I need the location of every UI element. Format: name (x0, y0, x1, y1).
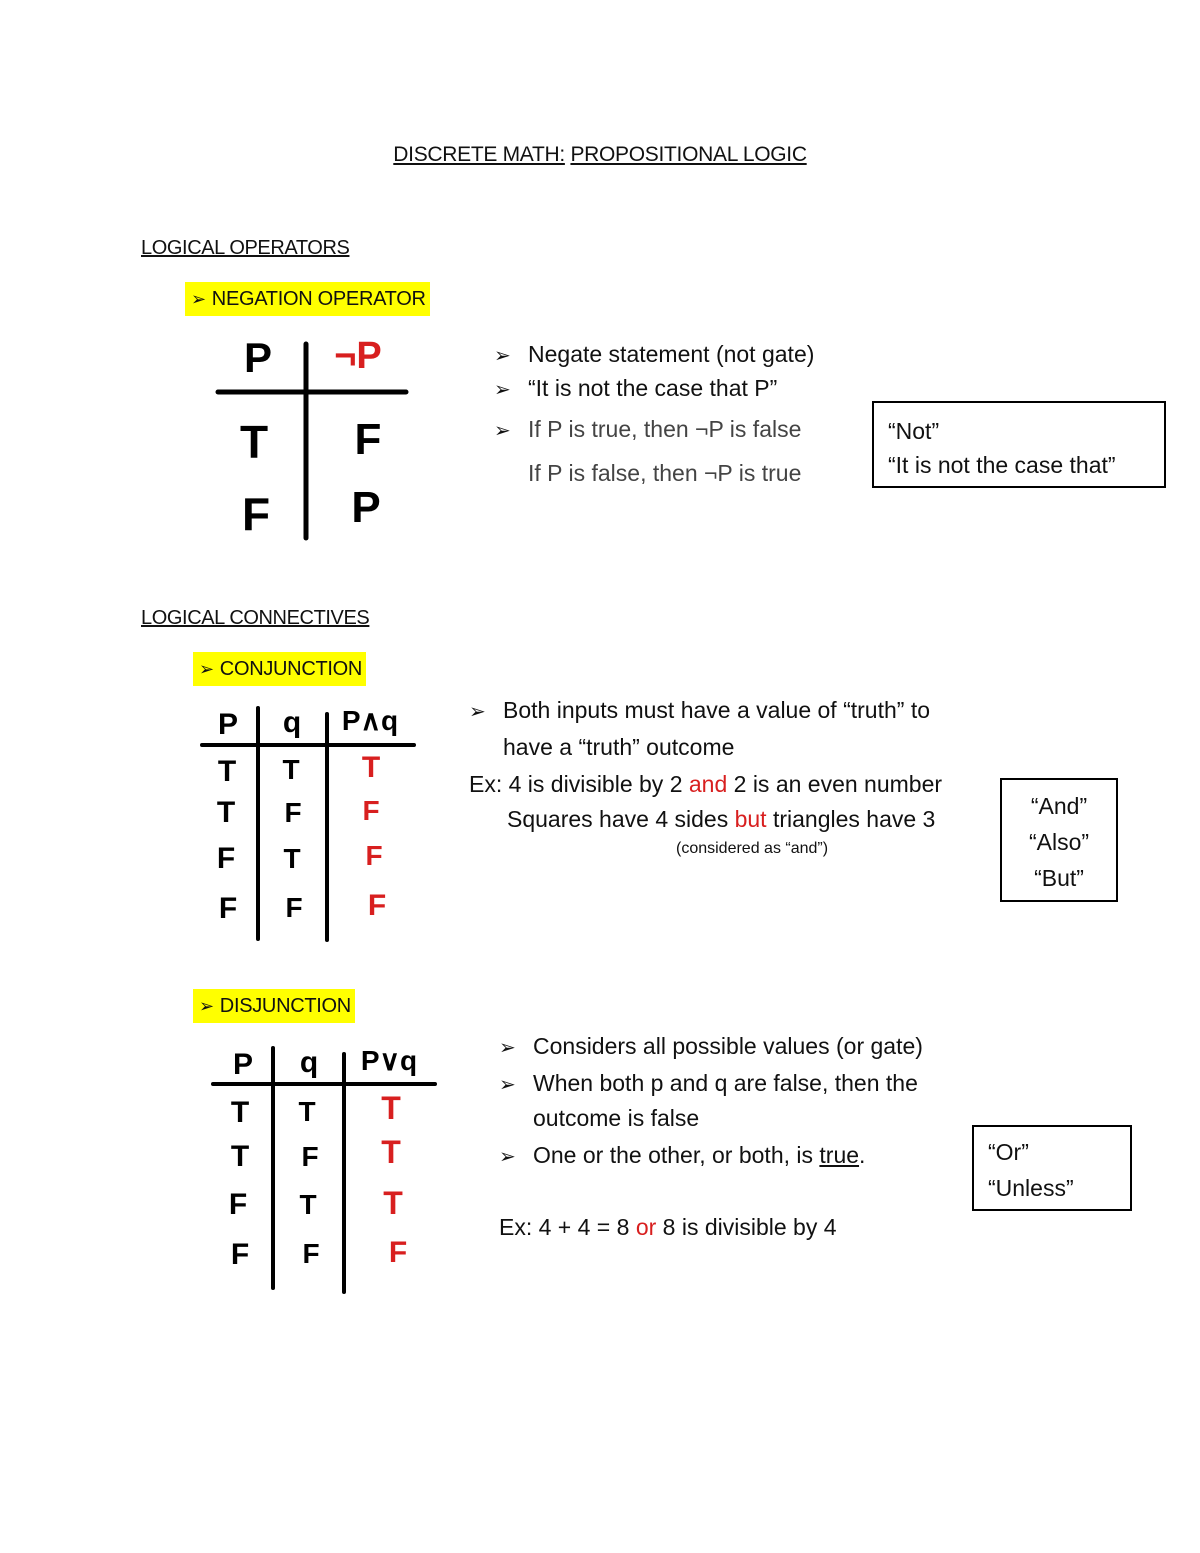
conjunction-example-2: Squares have 4 sides but triangles have 3 (507, 806, 936, 832)
conjunction-label: ➢ CONJUNCTION (193, 652, 366, 686)
table-cell: F (228, 1188, 248, 1221)
list-item-continuation: have a “truth” outcome (503, 734, 735, 760)
arrowhead-bullet-icon: ➢ (499, 1074, 516, 1096)
negation-continuation: If P is false, then ¬P is true (528, 460, 802, 486)
table-cell: T (299, 1189, 317, 1220)
table-cell: F (216, 842, 236, 875)
table-cell: T (361, 751, 381, 784)
table-cell: F (388, 1236, 408, 1269)
list-item: ➢ Both inputs must have a value of “truth” to (469, 696, 930, 726)
table-header-q: q (282, 706, 302, 739)
table-cell: F (241, 488, 271, 540)
table-cell: T (381, 1090, 401, 1126)
disjunction-truth-table (205, 1036, 445, 1298)
table-cell: T (230, 1140, 250, 1173)
conjunction-truth-table (190, 696, 430, 946)
arrowhead-bullet-icon: ➢ (499, 1146, 516, 1168)
disjunction-example: Ex: 4 + 4 = 8 or 8 is divisible by 4 (499, 1214, 837, 1240)
list-item: ➢ Considers all possible values (or gate) (499, 1032, 923, 1062)
arrowhead-bullet-icon: ➢ (469, 701, 486, 723)
table-header-p: P (232, 1048, 254, 1081)
table-cell: F (218, 892, 238, 925)
table-cell: T (282, 754, 300, 785)
table-header-p: P (243, 334, 273, 381)
negation-keywords-box: “Not” “It is not the case that” (872, 401, 1166, 488)
table-header-p: P (217, 708, 239, 741)
table-cell: T (283, 843, 301, 874)
list-item: ➢ If P is true, then ¬P is false (494, 415, 801, 445)
arrowhead-bullet-icon: ➢ (199, 659, 214, 679)
conjunction-keywords-box: “And” “Also” “But” (1000, 778, 1118, 902)
table-cell: T (381, 1134, 401, 1170)
table-cell: P (351, 483, 381, 532)
disjunction-label: ➢ DISJUNCTION (193, 989, 355, 1023)
list-item-continuation: outcome is false (533, 1105, 700, 1131)
arrowhead-bullet-icon: ➢ (494, 345, 511, 367)
table-header-q: q (299, 1046, 319, 1079)
table-cell: F (284, 797, 302, 828)
arrowhead-bullet-icon: ➢ (199, 996, 214, 1016)
table-cell: F (230, 1238, 250, 1271)
conjunction-example-1: Ex: 4 is divisible by 2 and 2 is an even number (469, 771, 943, 797)
disjunction-keywords-box: “Or” “Unless” (972, 1125, 1132, 1211)
table-cell: F (365, 840, 383, 871)
table-header-p-or-q: P∨q (360, 1045, 418, 1076)
table-cell: T (298, 1096, 316, 1127)
table-cell: F (362, 795, 380, 826)
table-cell: F (302, 1238, 320, 1269)
section-heading-logical-connectives: LOGICAL CONNECTIVES (141, 607, 370, 629)
conjunction-note: (considered as “and”) (676, 840, 829, 857)
table-cell: F (367, 889, 387, 922)
table-cell: F (301, 1141, 319, 1172)
arrowhead-bullet-icon: ➢ (499, 1037, 516, 1059)
list-item: ➢ When both p and q are false, then the (499, 1069, 918, 1099)
table-cell: T (216, 796, 236, 829)
arrowhead-bullet-icon: ➢ (494, 420, 511, 442)
table-header-not-p: ¬P (334, 335, 382, 377)
table-cell: T (217, 755, 237, 788)
table-header-p-and-q: P∧q (341, 705, 399, 736)
arrowhead-bullet-icon: ➢ (191, 289, 206, 309)
list-item: ➢ One or the other, or both, is true. (499, 1141, 865, 1171)
page-title: DISCRETE MATH: PROPOSITIONAL LOGIC (393, 143, 807, 166)
negation-truth-table (200, 330, 420, 545)
list-item: ➢ Negate statement (not gate) (494, 340, 814, 370)
table-cell: T (239, 416, 269, 468)
list-item: ➢ “It is not the case that P” (494, 374, 777, 404)
negation-label: ➢ NEGATION OPERATOR (185, 282, 430, 316)
table-cell: F (285, 892, 303, 923)
table-cell: T (230, 1096, 250, 1129)
table-cell: F (354, 415, 382, 464)
arrowhead-bullet-icon: ➢ (494, 379, 511, 401)
table-cell: T (383, 1185, 403, 1221)
section-heading-logical-operators: LOGICAL OPERATORS (141, 237, 350, 259)
